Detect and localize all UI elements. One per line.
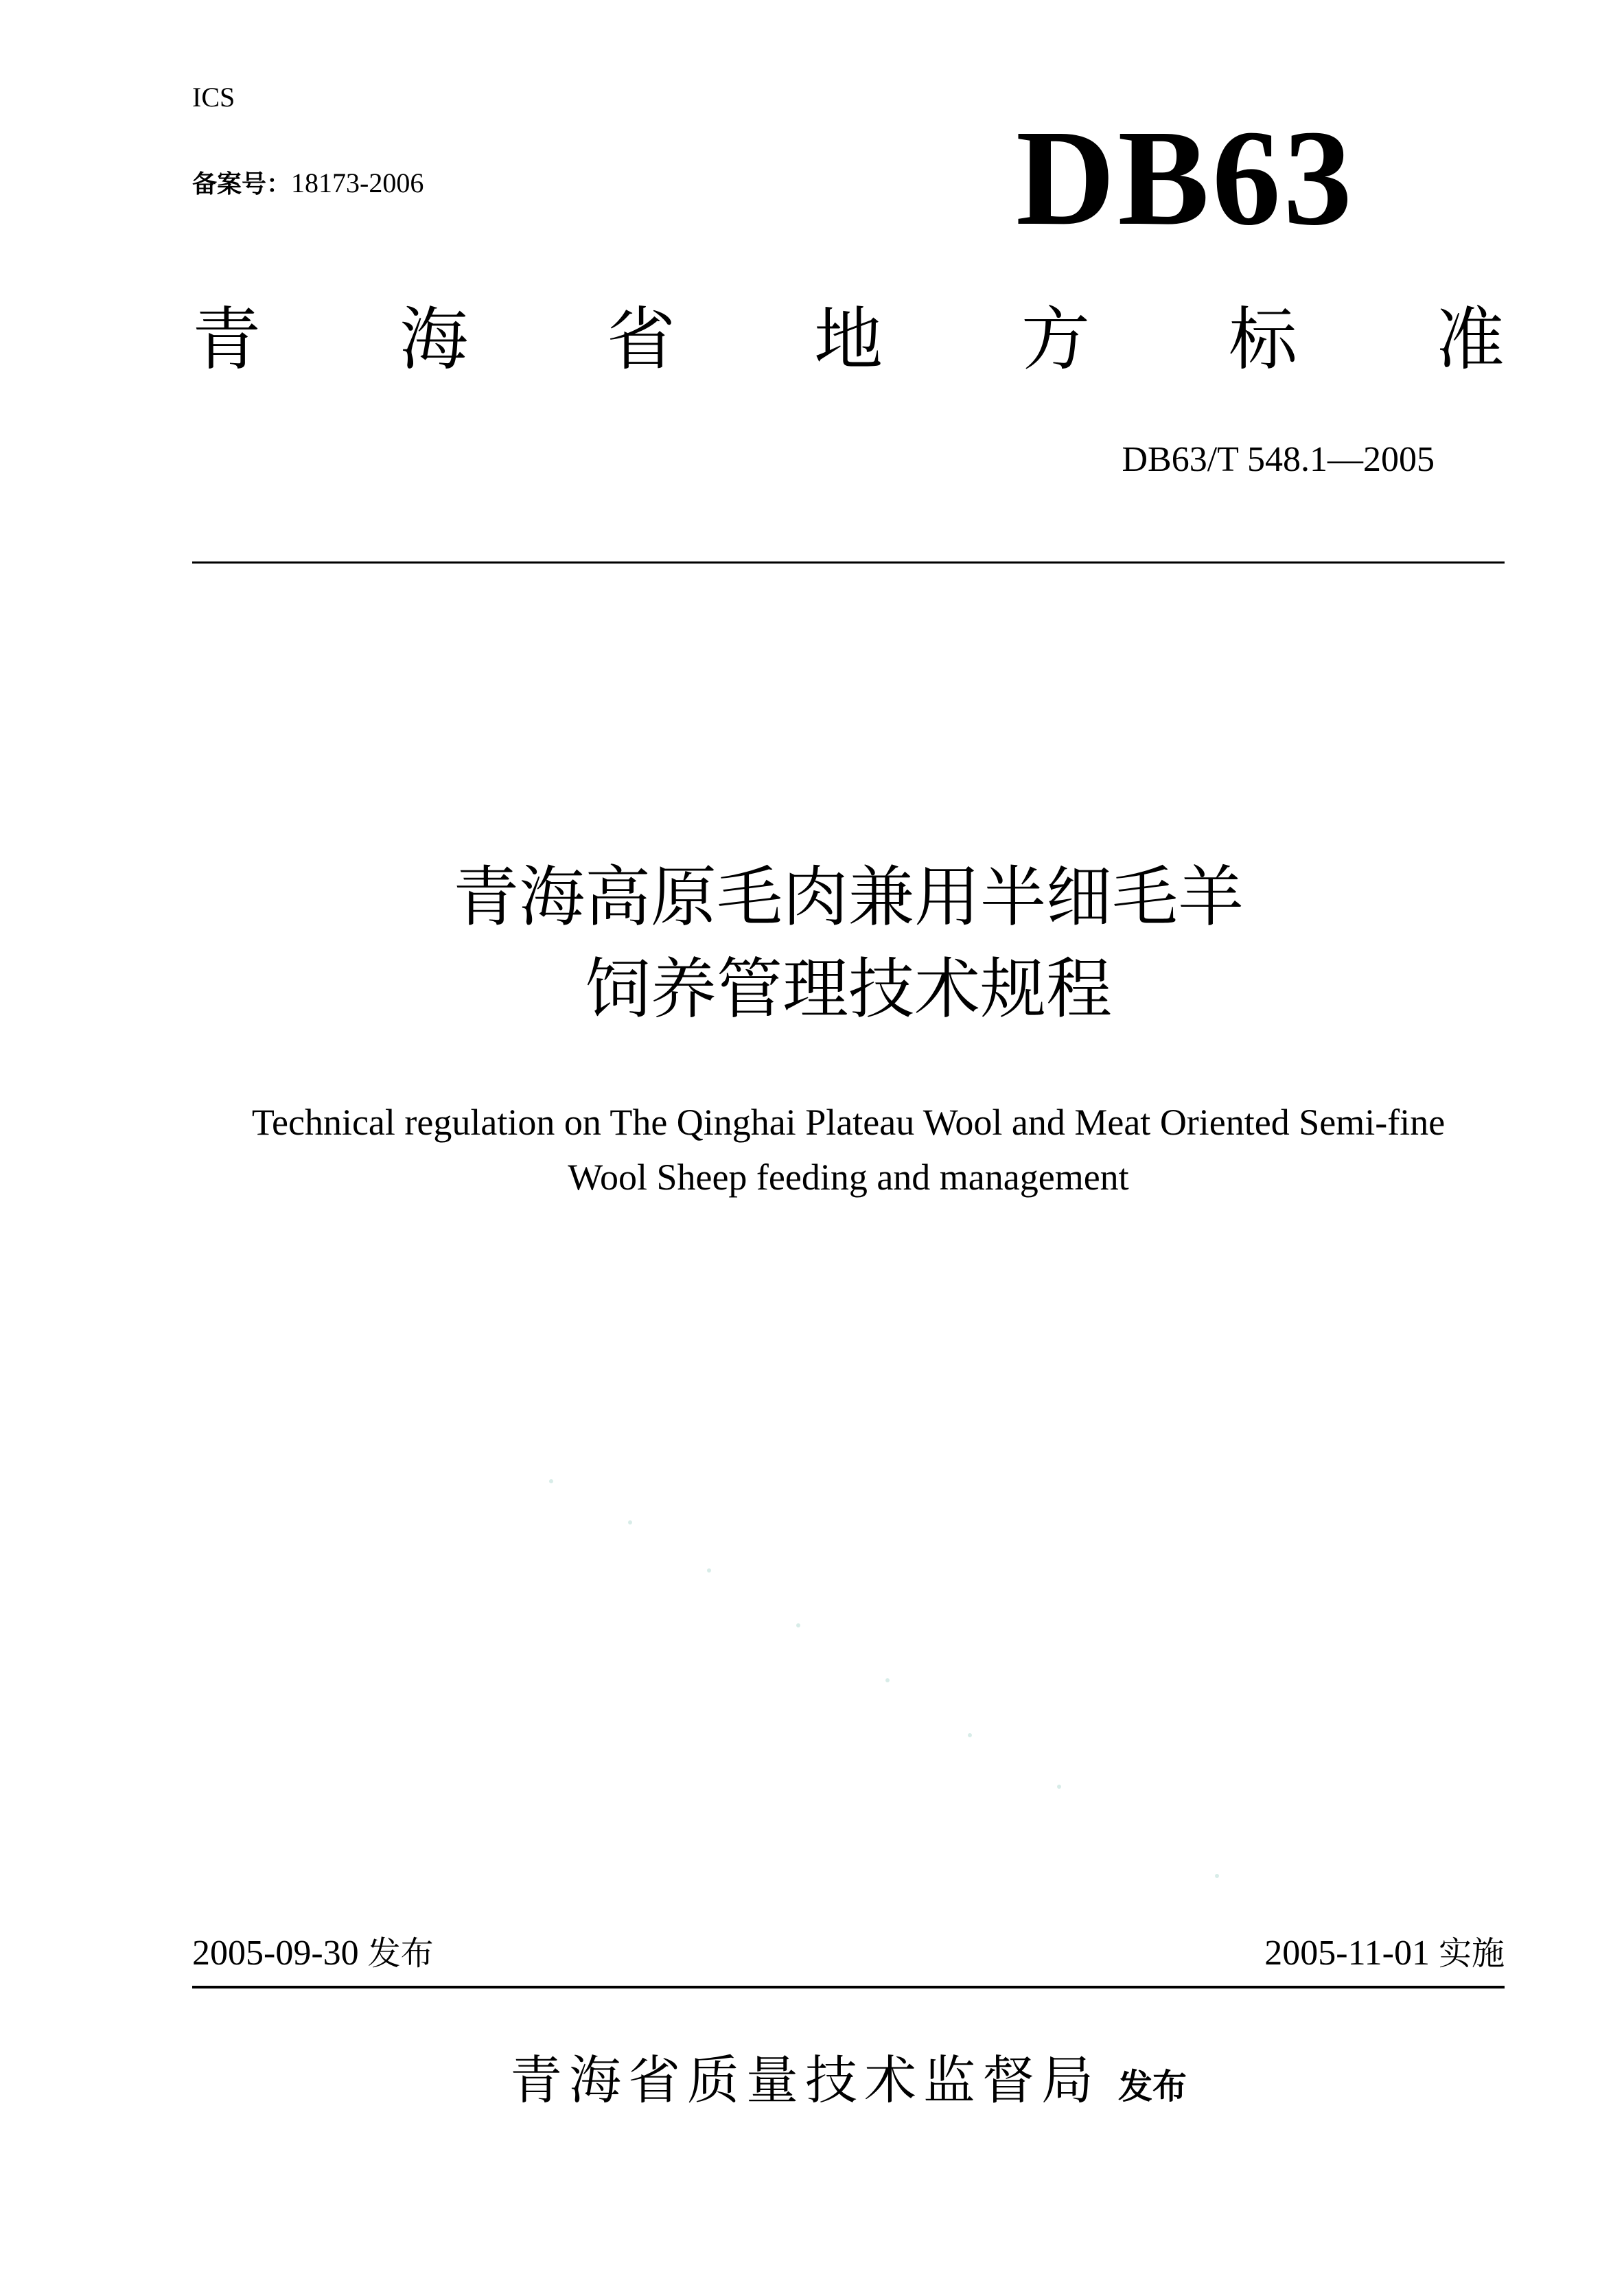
db-code-logo: DB63 [1016,102,1355,254]
issuer-organization: 青海省质量技术监督局 [510,2050,1100,2111]
english-title-line-2: Wool Sheep feeding and management [568,1157,1129,1198]
watermark-speck [707,1568,711,1573]
watermark-speck [796,1623,800,1627]
issuing-authority [192,2039,1505,2113]
record-number [192,167,424,201]
watermark-speck [885,1678,890,1682]
issue-date-value: 2005-09-30 [192,1934,359,1973]
standard-type-char: 海 [399,299,468,380]
implementation-date-label: 实施 [1438,1934,1505,1973]
english-title-line-1: Technical regulation on The Qinghai Plateau Wool and Meat Oriented Semi-fine [251,1102,1446,1143]
standard-type-heading [192,299,1505,381]
watermark-speck [1215,1874,1219,1878]
record-number-label: 备案号： [192,170,292,198]
ics-label: ICS [192,82,235,113]
standard-type-char: 青 [192,299,261,380]
standard-type-char: 标 [1229,299,1297,380]
english-title [192,1095,1505,1205]
issuer-action: 发布 [1118,2067,1187,2107]
issue-date [192,1932,434,1975]
watermark-speck [1057,1785,1061,1789]
standard-type-char: 地 [814,299,883,380]
standard-type-char: 准 [1436,299,1505,380]
standard-number: DB63/T 548.1—2005 [1122,440,1435,479]
standard-type-char: 省 [607,299,675,380]
watermark-speck [968,1733,972,1737]
watermark-speck [628,1520,632,1524]
record-number-value: 18173-2006 [291,167,424,198]
watermark-speck [549,1479,553,1483]
standard-type-char: 方 [1021,299,1090,380]
implementation-date-value: 2005-11-01 [1264,1934,1430,1973]
chinese-title [192,851,1505,1035]
implementation-date [1098,1932,1505,1975]
chinese-title-line-2: 饲养管理技术规程 [585,951,1112,1028]
bottom-divider [192,1986,1505,1988]
issue-date-label: 发布 [367,1934,434,1973]
chinese-title-line-1: 青海高原毛肉兼用半细毛羊 [453,859,1244,936]
top-divider [192,561,1505,564]
